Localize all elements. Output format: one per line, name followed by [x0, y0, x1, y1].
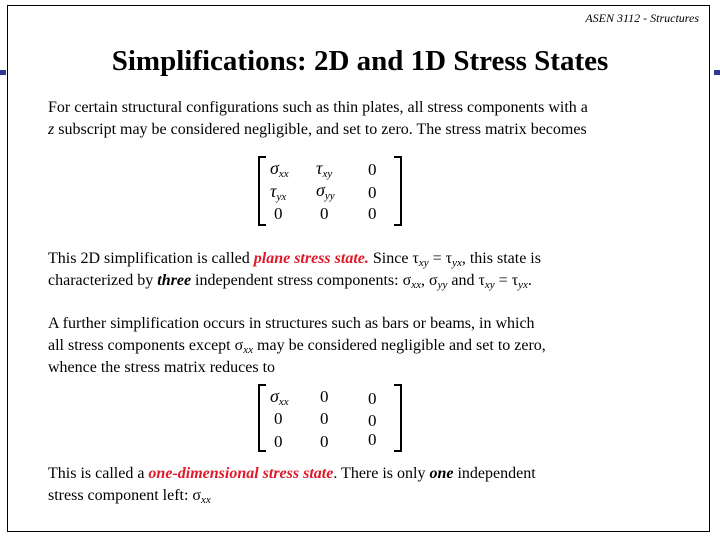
left-bracket: [258, 384, 266, 452]
right-bracket: [394, 156, 402, 226]
matrix-cell: $\sigma_{yy}$: [316, 180, 335, 202]
z-symbol: z: [48, 121, 55, 138]
left-bracket: [258, 156, 266, 226]
one-dimensional-term: one-dimensional stress state: [148, 465, 334, 482]
one-emphasis: one: [429, 465, 454, 482]
matrix-cell: 0: [368, 160, 377, 179]
matrix-cell: 0: [368, 411, 377, 430]
intro-line-2: [48, 119, 588, 141]
matrix-cell: 0: [368, 204, 377, 223]
further-line-1: A further simplification occurs in structures such as bars or beams, in which: [48, 315, 535, 332]
matrix-cell: 0: [320, 387, 329, 406]
intro-paragraph: [48, 97, 588, 141]
plane-stress-paragraph: [48, 248, 541, 292]
matrix-cell: 0: [274, 432, 283, 451]
matrix-cell: 0: [320, 432, 329, 451]
onedim-line-2: stress component left: $\sigma_{xx}$: [48, 487, 211, 506]
slide-title: Simplifications: 2D and 1D Stress States: [111, 45, 609, 77]
plane-line-1: This 2D simplification is called plane stress state. Since $\tau_{xy} = \tau_{yx}$, this state is: [48, 250, 541, 269]
right-bracket: [394, 384, 402, 452]
matrix-cell: 0: [368, 389, 377, 408]
matrix-cell: $\tau_{yx}$: [270, 181, 287, 203]
plane-stress-term: plane stress state.: [253, 250, 369, 267]
further-line-3: whence the stress matrix reduces to: [48, 359, 276, 376]
intro-line-1: For certain structural configurations such as thin plates, all stress components with a: [48, 99, 588, 116]
matrix-cell: 0: [368, 183, 377, 202]
course-label: ASEN 3112 - Structures: [585, 11, 699, 25]
matrix-cell: $\sigma_{xx}$: [270, 386, 289, 408]
further-paragraph: [48, 313, 546, 379]
matrix-cell: 0: [368, 430, 377, 449]
stress-matrix-1d: [258, 384, 402, 452]
plane-line-2: characterized by three independent stress components: $\sigma_{xx}$, $\sigma_{yy}$ and $\tau_{xy} = \tau_{yx}$.: [48, 272, 532, 291]
matrix-cell: 0: [274, 409, 283, 428]
matrix-cell: 0: [320, 409, 329, 428]
matrix-cell: $\tau_{xy}$: [316, 158, 333, 180]
matrix-cell: $\sigma_{xx}$: [270, 158, 289, 180]
one-dimensional-paragraph: [48, 463, 536, 507]
matrix-cell: 0: [274, 204, 283, 223]
intro-line-2-text: subscript may be considered negligible, and set to zero. The stress matrix becomes: [54, 121, 587, 138]
onedim-line-1: This is called a one-dimensional stress state. There is only one independent: [48, 465, 536, 482]
matrix-cell: 0: [320, 204, 329, 223]
three-emphasis: three: [157, 272, 192, 289]
stress-matrix-2d: [258, 156, 402, 226]
further-line-2: all stress components except $\sigma_{xx}$ may be considered negligible and set to zero,: [48, 337, 546, 356]
